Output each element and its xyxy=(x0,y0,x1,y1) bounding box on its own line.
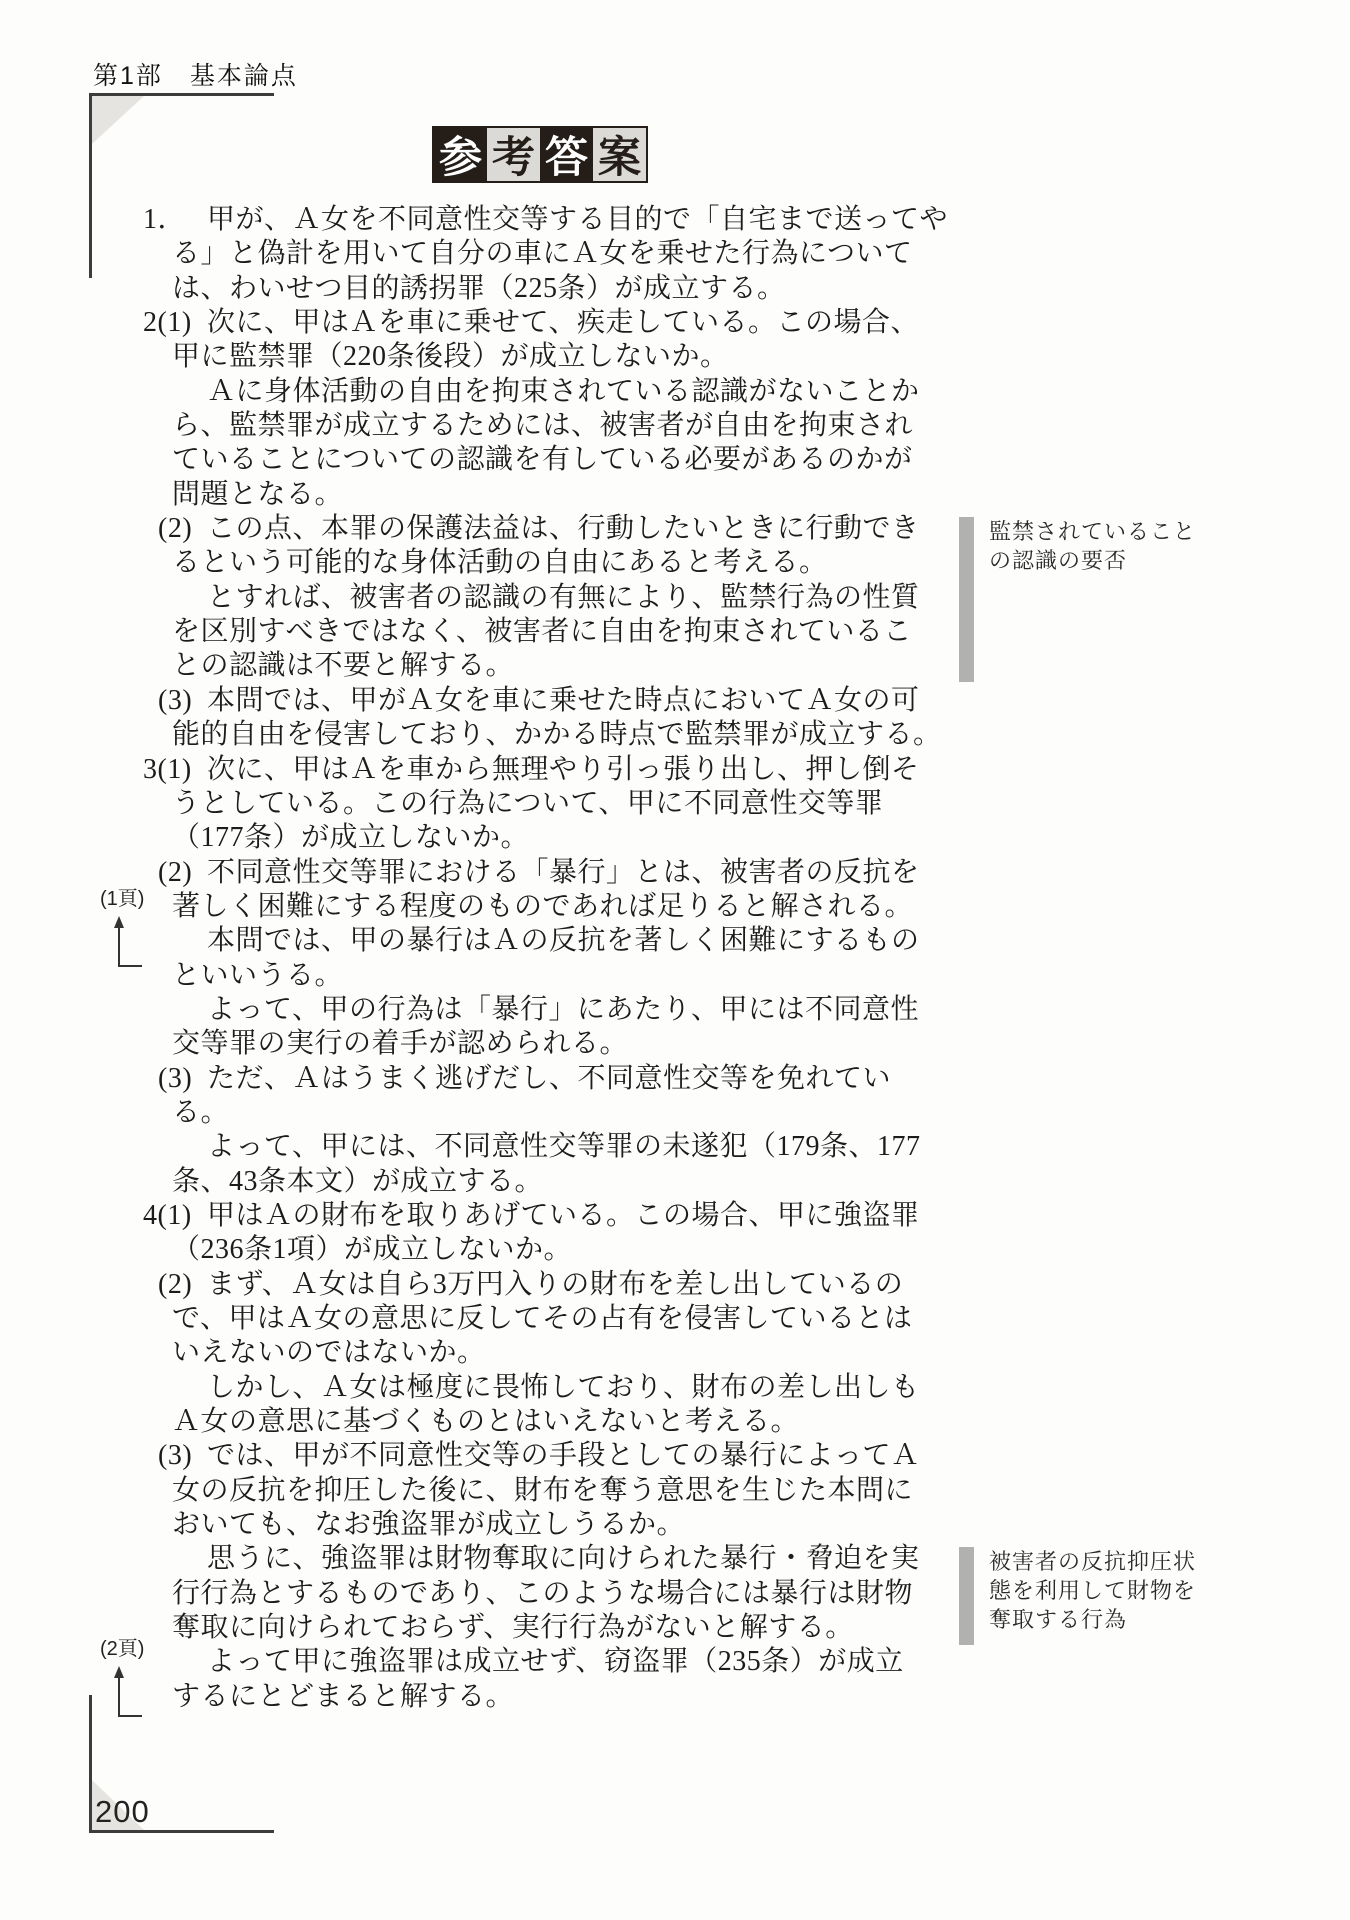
title-char: 案 xyxy=(593,128,646,181)
page-ref-marker xyxy=(100,882,146,972)
line-text: （236条1項）が成立しないか。 xyxy=(172,1234,573,1266)
answer-line xyxy=(0,890,1010,924)
header-rule-horizontal xyxy=(89,93,274,96)
title-char: 考 xyxy=(487,128,540,181)
answer-line xyxy=(0,1336,1010,1370)
answer-line xyxy=(0,924,1010,958)
line-text: ら、監禁罪が成立するためには、被害者が自由を拘束され xyxy=(172,410,914,442)
line-text: る」と偽計を用いて自分の車にＡ女を乗せた行為について xyxy=(172,238,913,270)
answer-line xyxy=(0,203,1010,237)
line-text: Ａに身体活動の自由を拘束されている認識がないことか xyxy=(207,375,920,407)
answer-line xyxy=(0,1474,1010,1508)
line-text: 次に、甲はＡを車から無理やり引っ張り出し、押し倒そ xyxy=(207,753,920,785)
line-text: は、わいせつ目的誘拐罪（225条）が成立する。 xyxy=(172,272,786,304)
answer-line xyxy=(0,306,1010,340)
line-text: 本問では、甲の暴行はＡの反抗を著しく困難にするもの xyxy=(207,925,920,957)
answer-line xyxy=(0,1371,1010,1405)
answer-line xyxy=(0,1302,1010,1336)
line-number: 4(1) xyxy=(143,1199,192,1231)
answer-line xyxy=(0,478,1010,512)
answer-line xyxy=(0,1199,1010,1233)
line-text: ただ、Ａはうまく逃げだし、不同意性交等を免れてい xyxy=(207,1062,892,1094)
answer-line xyxy=(0,821,1010,855)
line-number: (2) xyxy=(158,513,193,545)
up-arrow-icon xyxy=(112,1666,146,1722)
answer-line xyxy=(0,649,1010,683)
line-text: 甲はＡの財布を取りあげている。この場合、甲に強盗罪 xyxy=(207,1199,920,1231)
answer-line xyxy=(0,959,1010,993)
answer-line xyxy=(0,1680,1010,1714)
line-text: （177条）が成立しないか。 xyxy=(172,822,530,854)
line-text: この点、本罪の保護法益は、行動したいときに行動でき xyxy=(207,513,920,545)
side-note-bar xyxy=(959,1547,974,1645)
side-note-line: 被害者の反抗抑圧状 xyxy=(989,1549,1197,1574)
answer-body xyxy=(0,203,1010,1714)
line-text: よって、甲には、不同意性交等罪の未遂犯（179条、177 xyxy=(207,1131,921,1163)
line-text: するにとどまると解する。 xyxy=(172,1680,515,1712)
answer-line xyxy=(0,1577,1010,1611)
answer-line xyxy=(0,1096,1010,1130)
answer-line xyxy=(0,684,1010,718)
answer-line xyxy=(0,237,1010,271)
line-text: 交等罪の実行の着手が認められる。 xyxy=(172,1028,629,1060)
line-number: (3) xyxy=(158,1062,193,1094)
answer-line xyxy=(0,1508,1010,1542)
line-text: では、甲が不同意性交等の手段としての暴行によってＡ xyxy=(207,1440,920,1472)
line-text: 奪取に向けられておらず、実行行為がないと解する。 xyxy=(172,1612,854,1644)
chapter-header: 第1部 基本論点 xyxy=(93,62,298,90)
answer-line xyxy=(0,581,1010,615)
line-text: Ａ女の意思に基づくものとはいえないと考える。 xyxy=(172,1406,800,1438)
page-ref-label: (2頁) xyxy=(100,1638,145,1660)
line-text: で、甲はＡ女の意思に反してその占有を侵害しているとは xyxy=(172,1303,913,1334)
line-text: うとしている。この行為について、甲に不同意性交等罪 xyxy=(172,787,884,819)
answer-line xyxy=(0,1542,1010,1576)
line-text: といいうる。 xyxy=(172,959,344,991)
answer-line xyxy=(0,1611,1010,1645)
page-number: 200 xyxy=(95,1794,150,1829)
line-text: 甲に監禁罪（220条後段）が成立しないか。 xyxy=(172,341,729,373)
line-number: (2) xyxy=(158,856,193,888)
page-ref-marker xyxy=(100,1632,146,1722)
answer-line xyxy=(0,1645,1010,1679)
footer-rule-horizontal xyxy=(89,1830,274,1833)
line-text: ていることについての認識を有している必要があるのかが xyxy=(172,444,913,476)
line-text: との認識は不要と解する。 xyxy=(172,650,515,682)
side-note-line: 奪取する行為 xyxy=(989,1607,1128,1632)
line-text: を区別すべきではなく、被害者に自由を拘束されているこ xyxy=(172,616,912,648)
answer-line xyxy=(0,787,1010,821)
line-text: 行行為とするものであり、このような場合には暴行は財物 xyxy=(172,1577,914,1609)
left-rule-bottom xyxy=(89,1695,92,1833)
answer-line xyxy=(0,546,1010,580)
line-number: 1． xyxy=(143,204,187,235)
answer-line xyxy=(0,512,1010,546)
line-number: 2(1) xyxy=(143,307,192,339)
line-number: (3) xyxy=(158,1440,193,1472)
answer-line xyxy=(0,272,1010,306)
up-arrow-icon xyxy=(112,916,146,972)
line-text: 甲が、Ａ女を不同意性交等する目的で「自宅まで送ってや xyxy=(207,204,949,235)
line-text: 思うに、強盗罪は財物奪取に向けられた暴行・脅迫を実 xyxy=(207,1543,920,1575)
line-text: よって、甲の行為は「暴行」にあたり、甲には不同意性 xyxy=(207,993,919,1025)
answer-line xyxy=(0,443,1010,477)
answer-line xyxy=(0,1405,1010,1439)
answer-line xyxy=(0,718,1010,752)
side-note-text xyxy=(989,1547,1247,1634)
line-text: まず、Ａ女は自ら3万円入りの財布を差し出しているの xyxy=(207,1268,904,1300)
side-note-text xyxy=(989,517,1247,575)
title-char: 参 xyxy=(434,128,487,181)
line-text: る。 xyxy=(172,1096,230,1128)
line-text: 能的自由を侵害しており、かかる時点で監禁罪が成立する。 xyxy=(172,719,942,751)
line-number: (2) xyxy=(158,1268,193,1300)
answer-line xyxy=(0,1233,1010,1267)
title-char: 答 xyxy=(540,128,593,181)
answer-line xyxy=(0,340,1010,374)
line-text: 問題となる。 xyxy=(172,478,344,510)
answer-line xyxy=(0,1130,1010,1164)
line-text: るという可能的な身体活動の自由にあると考える。 xyxy=(172,547,828,579)
line-number: 3(1) xyxy=(143,753,192,785)
corner-triangle-top xyxy=(92,96,144,144)
line-text: とすれば、被害者の認識の有無により、監禁行為の性質 xyxy=(207,581,920,613)
answer-line xyxy=(0,375,1010,409)
side-note-line: 監禁されていること xyxy=(989,519,1197,544)
answer-line xyxy=(0,409,1010,443)
line-text: おいても、なお強盗罪が成立しうるか。 xyxy=(172,1509,686,1541)
line-text: いえないのではないか。 xyxy=(172,1337,486,1369)
answer-line xyxy=(0,1062,1010,1096)
line-text: 本問では、甲がＡ女を車に乗せた時点においてＡ女の可 xyxy=(207,684,920,716)
answer-line xyxy=(0,615,1010,649)
side-note-line: の認識の要否 xyxy=(989,548,1128,573)
answer-line xyxy=(0,856,1010,890)
line-text: 次に、甲はＡを車に乗せて、疾走している。この場合、 xyxy=(207,307,919,339)
answer-line xyxy=(0,1165,1010,1199)
side-note-bar xyxy=(959,517,974,682)
line-number: (3) xyxy=(158,684,193,716)
answer-title xyxy=(432,126,648,183)
line-text: 女の反抗を抑圧した後に、財布を奪う意思を生じた本問に xyxy=(172,1474,914,1506)
line-text: しかし、Ａ女は極度に畏怖しており、財布の差し出しも xyxy=(207,1371,920,1403)
side-note-line: 態を利用して財物を xyxy=(989,1578,1197,1603)
answer-line xyxy=(0,1439,1010,1473)
line-text: 著しく困難にする程度のものであれば足りると解される。 xyxy=(172,890,914,922)
answer-line xyxy=(0,1027,1010,1061)
answer-line xyxy=(0,993,1010,1027)
line-text: よって甲に強盗罪は成立せず、窃盗罪（235条）が成立 xyxy=(207,1646,904,1678)
answer-line xyxy=(0,1268,1010,1302)
answer-line xyxy=(0,753,1010,787)
line-text: 条、43条本文）が成立する。 xyxy=(172,1165,544,1197)
page-ref-label: (1頁) xyxy=(100,888,145,910)
line-text: 不同意性交等罪における「暴行」とは、被害者の反抗を xyxy=(207,856,920,888)
